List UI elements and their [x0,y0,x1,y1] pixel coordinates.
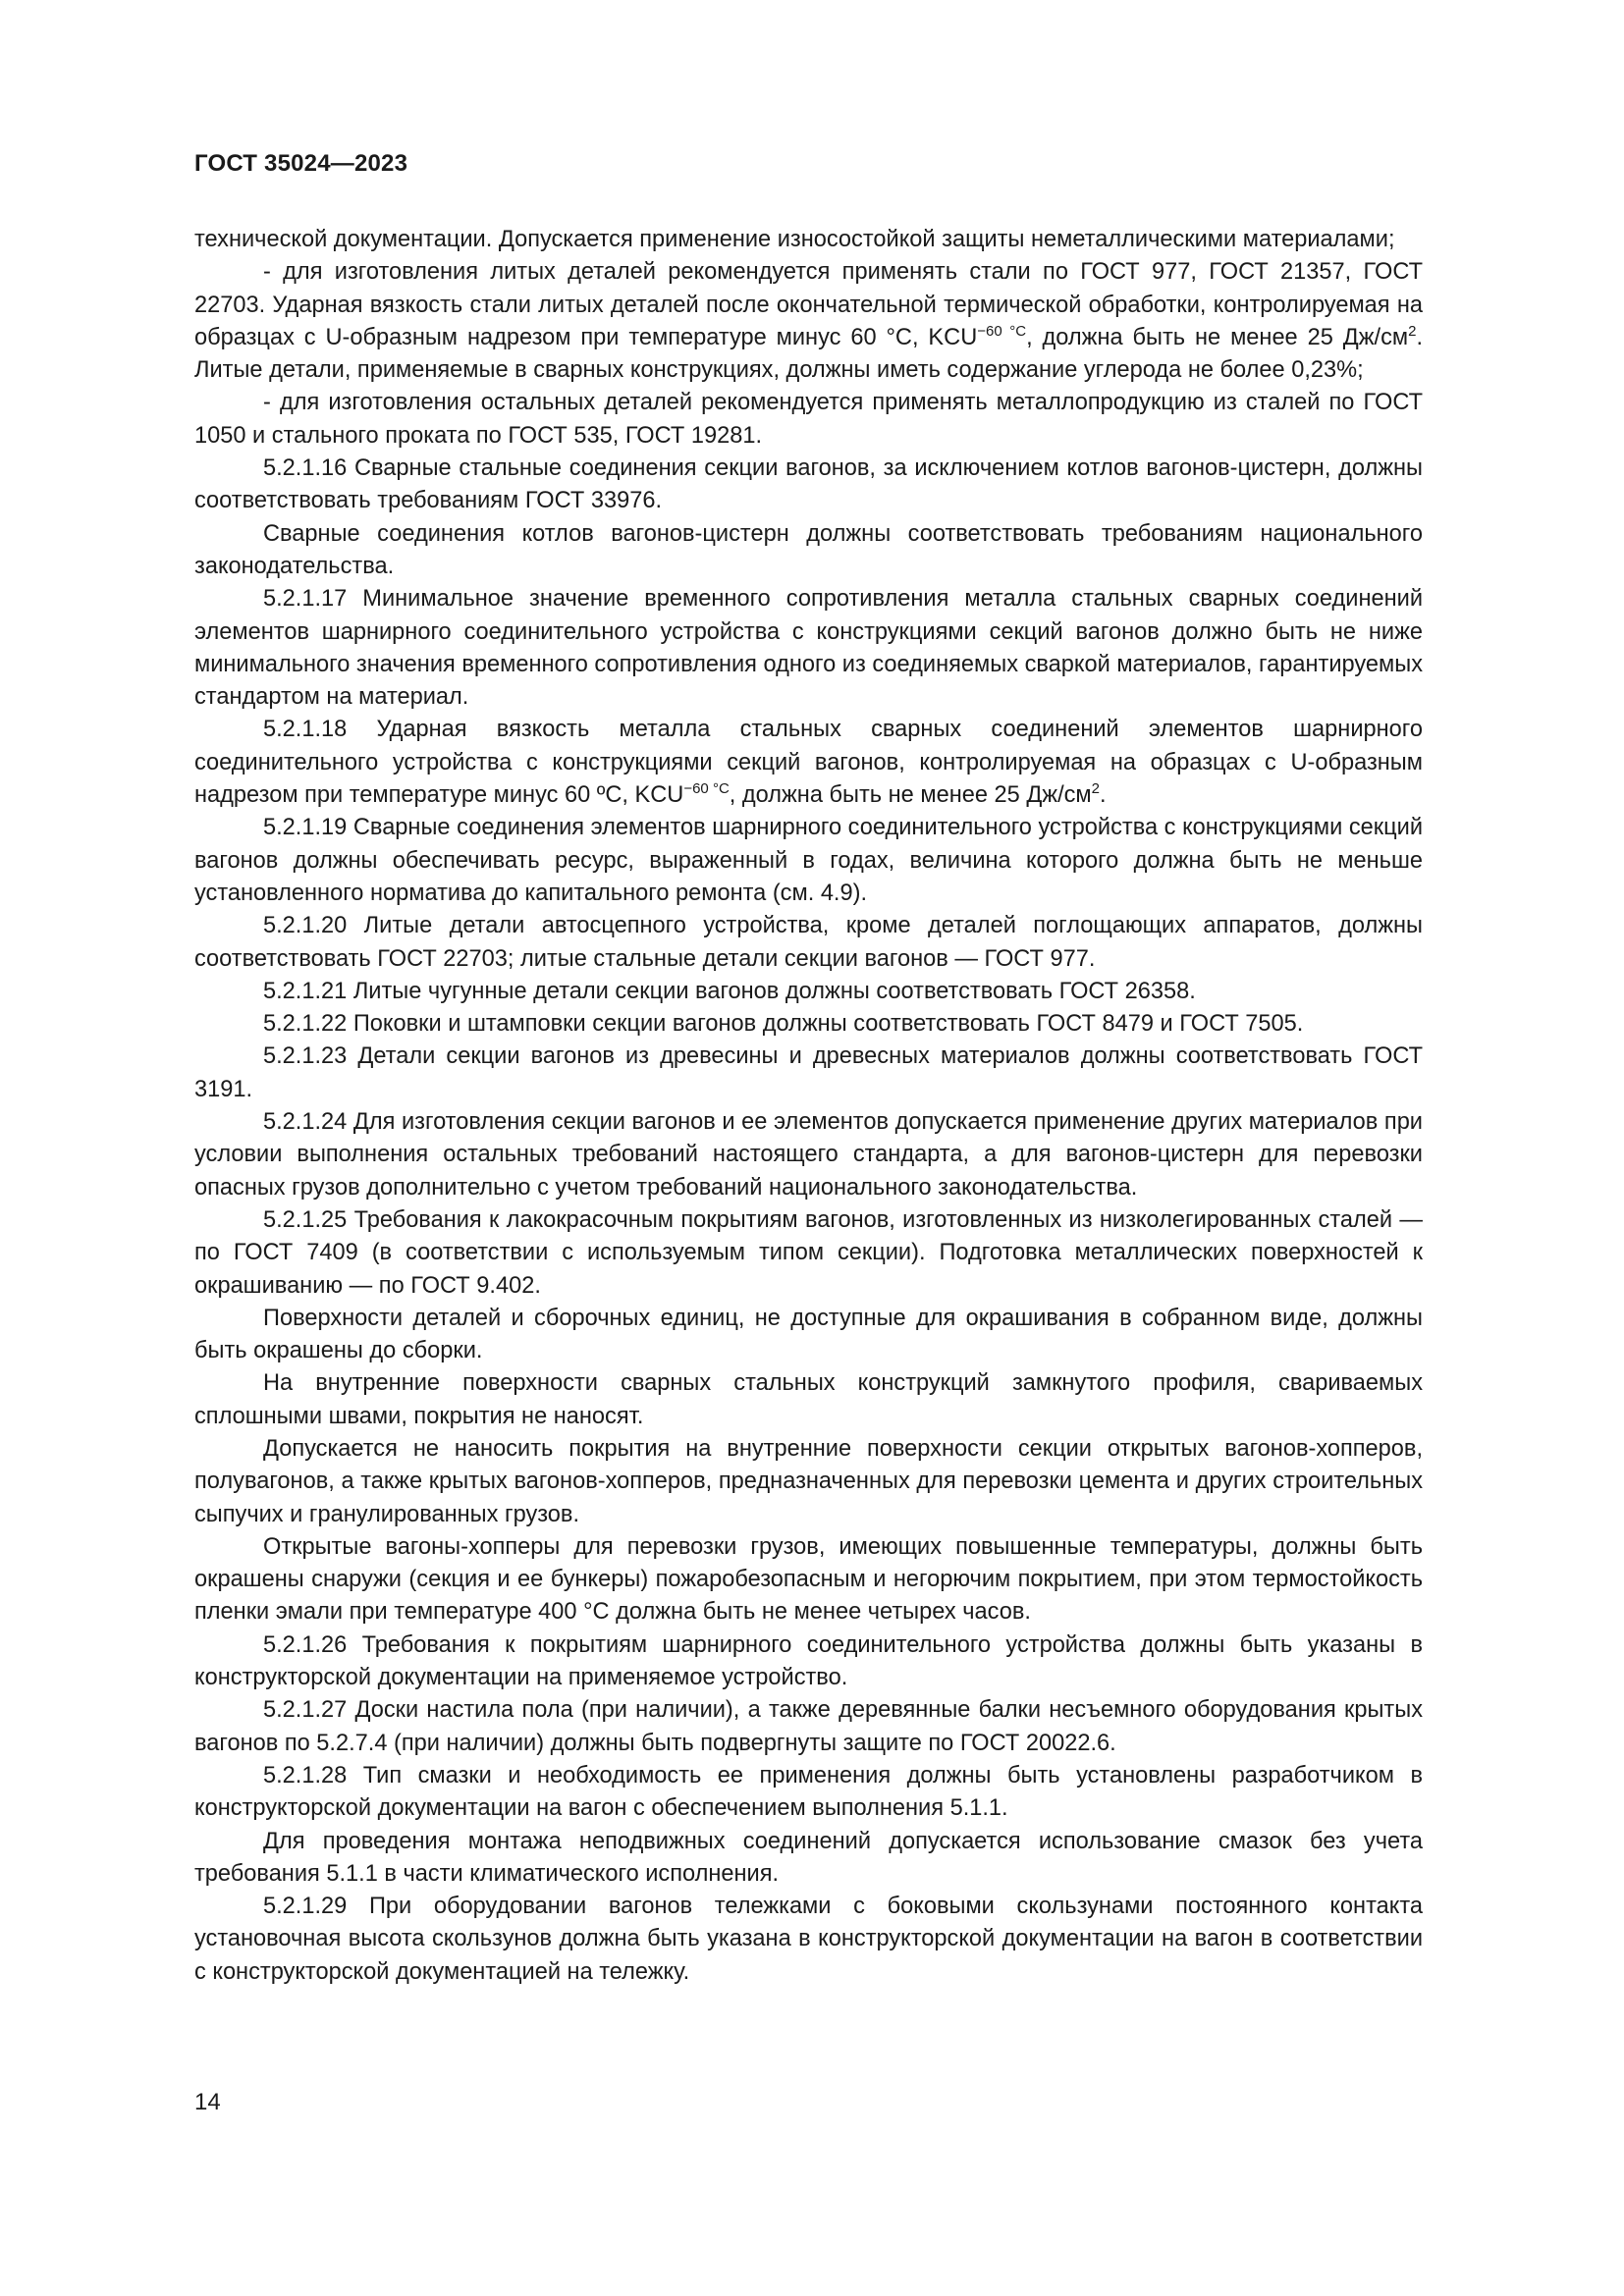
paragraph: Для проведения монтажа неподвижных соединений допускается использование смазок без учета требования 5.1.1 в части климатического исполнения. [194,1828,1423,1887]
superscript: −60 °С [683,780,730,798]
paragraph: На внутренние поверхности сварных стальных конструкций замкнутого профиля, свариваемых сплошными швами, покрытия не наносят. [194,1370,1423,1429]
document-header: ГОСТ 35024—2023 [194,150,408,177]
superscript: 2 [1408,322,1417,340]
paragraph: 5.2.1.27 Доски настила пола (при наличии), а также деревянные балки несъемного оборудования крытых вагонов по 5.2.7.4 (при наличии) должны быть подвергнуты защите по ГОСТ 20022.6. [194,1697,1423,1756]
paragraph: 5.2.1.29 При оборудовании вагонов тележками с боковыми скользунами постоянного контакта установочная высота скользунов должна быть указана в конструкторской документации на вагон в соответствии с конструкторской документацией на тележку. [194,1894,1423,1985]
paragraph: 5.2.1.23 Детали секции вагонов из древесины и древесных материалов должны соответствовать ГОСТ 3191. [194,1043,1423,1102]
superscript: 2 [1091,780,1100,798]
paragraph: 5.2.1.20 Литые детали автосцепного устройства, кроме деталей поглощающих аппаратов, должны соответствовать ГОСТ 22703; литые стальные детали секции вагонов — ГОСТ 977. [194,913,1423,972]
paragraph: 5.2.1.18 Ударная вязкость металла стальных сварных соединений элементов шарнирного соединительного устройства с конструкциями секций вагонов, контролируемая на образцах с U-образным надрезом при температуре минус 60 ºС, $KCU^{-60 ^\circ С}$, должна быть не менее 25 $Дж/см^2$. [194,717,1423,809]
document-body [194,224,1423,1989]
superscript: −60 °С [977,322,1027,340]
paragraph: 5.2.1.22 Поковки и штамповки секции вагонов должны соответствовать ГОСТ 8479 и ГОСТ 7505. [263,1011,1304,1038]
paragraph: Сварные соединения котлов вагонов-цистерн должны соответствовать требованиям национального законодательства. [194,520,1423,579]
paragraph: 5.2.1.26 Требования к покрытиям шарнирного соединительного устройства должны быть указаны в конструкторской документации на применяемое устройство. [194,1631,1423,1691]
paragraph: технической документации. Допускается применение износостойкой защиты неметаллическими материалами; [194,227,1395,252]
paragraph: 5.2.1.16 Сварные стальные соединения секции вагонов, за исключением котлов вагонов-цистерн, должны соответствовать требованиям ГОСТ 33976. [194,455,1423,514]
paragraph: 5.2.1.19 Сварные соединения элементов шарнирного соединительного устройства с конструкциями секций вагонов должны обеспечивать ресурс, выраженный в годах, величина которого должна быть не меньше установленного норматива до капитального ремонта (см. 4.9). [194,815,1423,906]
paragraph: Допускается не наносить покрытия на внутренние поверхности секции открытых вагонов-хопперов, полувагонов, а также крытых вагонов-хопперов, предназначенных для перевозки цемента и других строительных сыпучих и гранулированных грузов. [194,1435,1423,1527]
paragraph: 5.2.1.21 Литые чугунные детали секции вагонов должны соответствовать ГОСТ 26358. [263,978,1196,1004]
paragraph: 5.2.1.24 Для изготовления секции вагонов и ее элементов допускается применение других материалов при условии выполнения остальных требований настоящего стандарта, а для вагонов-цистерн для перевозки опасных грузов дополнительно с учетом требований национального законодательства. [194,1109,1423,1201]
paragraph: 5.2.1.28 Тип смазки и необходимость ее применения должны быть установлены разработчиком в конструкторской документации на вагон с обеспечением выполнения 5.1.1. [194,1762,1423,1822]
page-number: 14 [194,2089,221,2115]
paragraph: 5.2.1.17 Минимальное значение временного сопротивления металла стальных сварных соединений элементов шарнирного соединительного устройства с конструкциями секций вагонов должно быть не ниже минимального значения временного сопротивления одного из соединяемых сваркой материалов, гарантируемых стандартом на материал. [194,586,1423,711]
paragraph: Открытые вагоны-хопперы для перевозки грузов, имеющих повышенные температуры, должны быть окрашены снаружи (секция и ее бункеры) пожаробезопасным и негорючим покрытием, при этом термостойкость пленки эмали при температуре 400 °С должна быть не менее четырех часов. [194,1533,1423,1626]
paragraph: 5.2.1.25 Требования к лакокрасочным покрытиям вагонов, изготовленных из низколегированных сталей — по ГОСТ 7409 (в соответствии с используемым типом секции). Подготовка металлических поверхностей к окрашиванию — по ГОСТ 9.402. [194,1206,1423,1299]
paragraph: - для изготовления литых деталей рекомендуется применять стали по ГОСТ 977, ГОСТ 21357, ГОСТ 22703. Ударная вязкость стали литых деталей после окончательной термической обработки, контролируемая на образцах с U-образным надрезом при температуре минус 60 °С, $KCU^{-60 ^\circ С}$, должна быть не менее 25 $Дж/см^2$. Литые детали, применяемые в сварных конструкциях, должны иметь содержание углерода не более 0,23%; [194,259,1423,384]
paragraph: Поверхности деталей и сборочных единиц, не доступные для окрашивания в собранном виде, должны быть окрашены до сборки. [194,1305,1423,1364]
paragraph: - для изготовления остальных деталей рекомендуется применять металлопродукцию из сталей по ГОСТ 1050 и стального проката по ГОСТ 535, ГОСТ 19281. [194,390,1423,449]
